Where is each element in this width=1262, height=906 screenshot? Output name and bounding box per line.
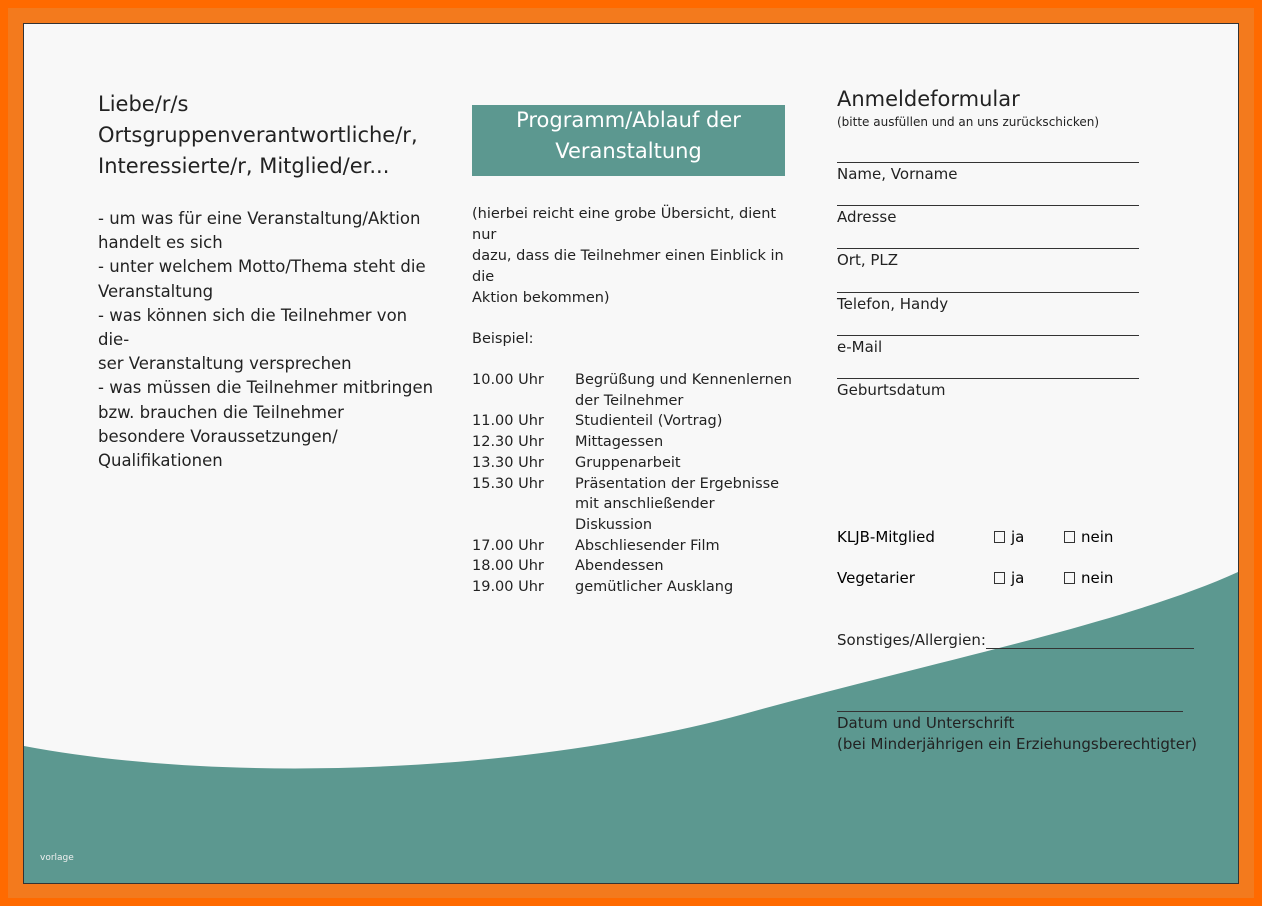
example-label: Beispiel: <box>472 331 534 347</box>
schedule-time: 19.00 Uhr <box>472 579 544 596</box>
signature-label-line: Datum und Unterschrift <box>837 714 1015 732</box>
schedule-row <box>472 577 792 598</box>
checkbox-icon[interactable] <box>994 531 1005 543</box>
bullet-line: - um was für eine Veranstaltung/Aktion <box>98 209 421 228</box>
bullet-line: Qualifikationen <box>98 451 223 471</box>
schedule-time: 11.00 Uhr <box>472 413 544 430</box>
check-label: Vegetarier <box>837 569 915 587</box>
signature-line[interactable] <box>837 711 1183 712</box>
schedule-table <box>472 370 792 598</box>
checkbox-icon[interactable] <box>1064 531 1075 543</box>
intro-line: (hierbei reicht eine grobe Übersicht, dient nur <box>472 206 777 243</box>
option-label: nein <box>1081 569 1114 587</box>
schedule-row <box>472 370 792 411</box>
bullet-line: ser Veranstaltung versprechen <box>98 354 352 374</box>
field-label: Adresse <box>837 208 897 226</box>
write-line[interactable] <box>837 358 1139 379</box>
schedule-row <box>472 432 792 453</box>
yes-option[interactable] <box>994 569 1064 587</box>
schedule-time: 10.00 Uhr <box>472 372 544 388</box>
intro-line: dazu, dass die Teilnehmer einen Einblick in die <box>472 248 784 285</box>
schedule-activity: Mittagessen <box>575 434 664 451</box>
write-line[interactable] <box>837 185 1139 206</box>
vegetarian-check-row <box>837 569 1134 587</box>
schedule-row <box>472 536 792 557</box>
schedule-activity: Studienteil (Vortrag) <box>575 413 723 430</box>
schedule-row <box>472 411 792 432</box>
schedule-row <box>472 453 792 474</box>
program-column <box>472 105 792 598</box>
schedule-activity: Abschliesender Film <box>575 537 720 554</box>
greeting-heading <box>98 89 438 182</box>
bullet-line: - was müssen die Teilnehmer mitbringen <box>98 378 434 398</box>
signature-label-line: (bei Minderjährigen ein Erziehungsberechtigter) <box>837 735 1198 753</box>
form-title: Anmeldeformular <box>837 87 1020 111</box>
write-line[interactable] <box>837 130 1139 163</box>
program-intro <box>472 204 792 309</box>
intro-line: Aktion bekommen) <box>472 290 610 306</box>
checkbox-icon[interactable] <box>1064 572 1075 584</box>
schedule-time: 18.00 Uhr <box>472 558 544 575</box>
form-subtitle: (bitte ausfüllen und an uns zurückschicken) <box>837 115 1100 129</box>
greeting-line: Liebe/r/s <box>98 92 189 116</box>
field-label: Telefon, Handy <box>837 295 949 313</box>
no-option[interactable] <box>1064 528 1134 546</box>
registration-form <box>837 86 1197 401</box>
flyer-page <box>23 23 1239 884</box>
email-field[interactable] <box>837 315 1197 358</box>
field-label: Ort, PLZ <box>837 251 899 269</box>
field-label: Geburtsdatum <box>837 381 946 399</box>
program-title-line: Programm/Ablauf der <box>516 108 741 132</box>
bullet-line: - was können sich die Teilnehmer von die- <box>98 305 408 350</box>
bullet-line: Veranstaltung <box>98 281 214 301</box>
activity-line: der Teilnehmer <box>575 392 684 409</box>
member-check-row <box>837 528 1134 546</box>
city-zip-field[interactable] <box>837 228 1197 271</box>
check-label: KLJB-Mitglied <box>837 528 935 546</box>
activity-line: mit anschließender Diskussion <box>575 496 715 533</box>
schedule-time: 17.00 Uhr <box>472 537 544 554</box>
option-label: ja <box>1011 569 1025 587</box>
bullet-list <box>98 207 438 473</box>
intro-column <box>98 89 438 473</box>
address-field[interactable] <box>837 185 1197 228</box>
schedule-activity: Gruppenarbeit <box>575 454 681 471</box>
write-line[interactable] <box>837 315 1139 336</box>
yes-option[interactable] <box>994 528 1064 546</box>
write-line[interactable] <box>837 228 1139 249</box>
activity-line: Begrüßung und Kennenlernen <box>575 372 792 388</box>
field-label: e-Mail <box>837 338 883 356</box>
schedule-row <box>472 556 792 577</box>
schedule-activity <box>575 474 792 536</box>
schedule-time: 15.30 Uhr <box>472 475 544 492</box>
schedule-activity: gemütlicher Ausklang <box>575 579 734 596</box>
bullet-line: handelt es sich <box>98 233 223 253</box>
greeting-line: Ortsgruppenverantwortliche/r, <box>98 123 418 147</box>
option-label: ja <box>1011 528 1025 546</box>
other-field[interactable] <box>837 630 1194 649</box>
phone-field[interactable] <box>837 271 1197 315</box>
bullet-line: - unter welchem Motto/Thema steht die <box>98 257 426 277</box>
signature-label <box>837 713 1197 755</box>
write-line[interactable] <box>986 630 1194 649</box>
checkbox-icon[interactable] <box>994 572 1005 584</box>
other-label: Sonstiges/Allergien: <box>837 631 986 649</box>
bullet-line: bzw. brauchen die Teilnehmer <box>98 402 344 422</box>
bullet-line: besondere Voraussetzungen/ <box>98 426 338 446</box>
no-option[interactable] <box>1064 569 1134 587</box>
write-line[interactable] <box>837 271 1139 293</box>
greeting-line: Interessierte/r, Mitglied/er... <box>98 154 390 178</box>
program-title-box <box>472 105 785 176</box>
name-field[interactable] <box>837 130 1197 185</box>
schedule-activity <box>575 370 792 411</box>
schedule-time: 13.30 Uhr <box>472 454 544 471</box>
birthdate-field[interactable] <box>837 358 1197 401</box>
watermark-text: vorlage <box>40 853 74 863</box>
option-label: nein <box>1081 528 1114 546</box>
program-title-line: Veranstaltung <box>555 139 702 163</box>
schedule-time: 12.30 Uhr <box>472 434 544 451</box>
schedule-row <box>472 474 792 536</box>
field-label: Name, Vorname <box>837 165 958 183</box>
activity-line: Präsentation der Ergebnisse <box>575 475 780 492</box>
schedule-activity: Abendessen <box>575 558 664 575</box>
